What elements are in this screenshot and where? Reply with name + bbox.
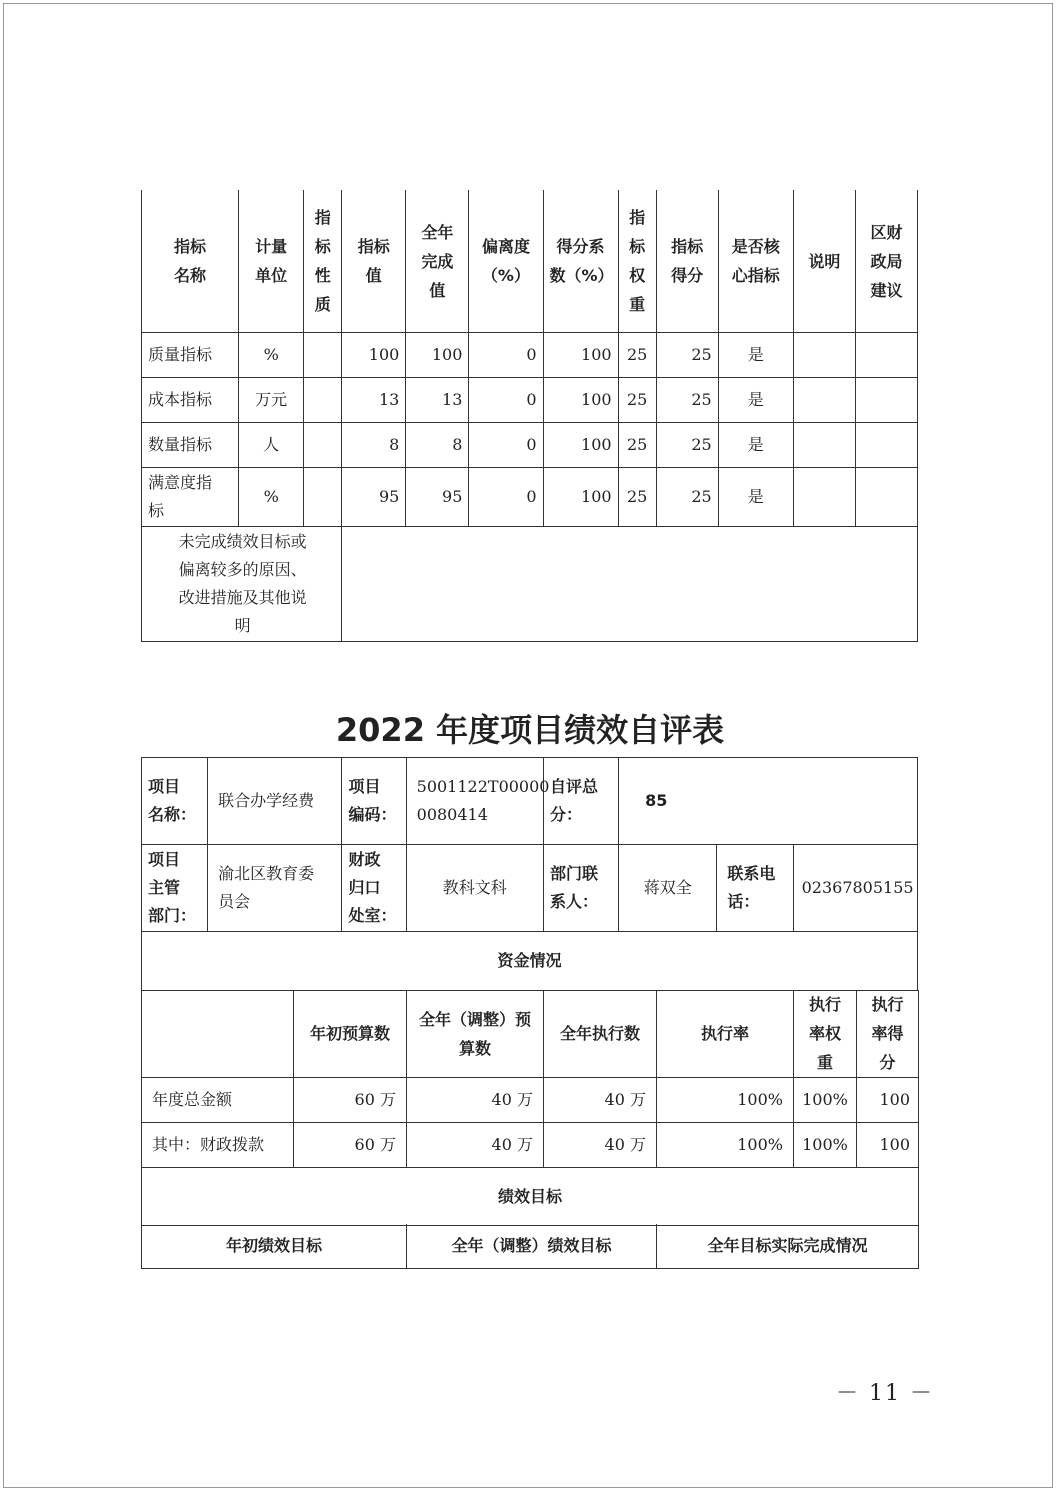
funds-row-label: 年度总金额 [142,1078,294,1123]
dept-label: 项目 主管 部门： [142,845,208,932]
header-cell: 指 标 权 重 [618,190,656,333]
indicator-deviation: 0 [469,378,543,423]
indicator-score: 25 [656,468,718,527]
project-dept-row [142,845,918,932]
page-title: 2022 年度项目绩效自评表 [335,711,725,749]
project-name-value: 联合办学经费 [208,758,342,845]
indicator-advice [855,468,917,527]
indicator-target: 100 [342,333,406,378]
contact-label: 部门联 系人： [543,845,618,932]
self-score-label: 自评总 分： [543,758,618,845]
table-row [142,468,918,527]
funds-executed: 40 万 [544,1123,657,1168]
funds-section-label: 资金情况 [142,932,918,991]
indicator-score: 25 [656,423,718,468]
goals-section-row [142,1168,919,1226]
indicator-note [793,378,855,423]
project-code-value: 5001122T00000 0080414 [406,758,543,845]
note-label: 未完成绩效目标或 偏离较多的原因、 改进措施及其他说 明 [142,527,342,642]
self-score-value: 85 [619,758,918,845]
phone-value: 02367805155 [793,845,917,932]
indicator-name: 满意度指 标 [142,468,239,527]
header-cell: 全年（调整）预 算数 [407,990,544,1078]
office-value: 教科文科 [406,845,543,932]
indicator-actual: 8 [406,423,469,468]
funds-rate: 100% [657,1078,794,1123]
table-row [142,1123,919,1168]
indicator-core: 是 [718,378,793,423]
funds-rate-weight: 100% [794,1123,857,1168]
note-value [342,527,918,642]
header-cell: 全年 完成 值 [406,190,469,333]
funds-row-label: 其中：财政拨款 [142,1123,294,1168]
funds-rate-weight: 100% [794,1078,857,1123]
project-info-row [142,758,918,845]
indicator-nature [304,423,342,468]
indicator-weight: 25 [618,468,656,527]
header-cell: 偏离度 （%） [469,190,543,333]
indicator-score: 25 [656,333,718,378]
indicator-advice [855,378,917,423]
indicator-name: 成本指标 [142,378,239,423]
header-cell: 计量 单位 [239,190,304,333]
indicator-core: 是 [718,423,793,468]
funds-rate-score: 100 [857,1078,919,1123]
header-cell: 执行率 [657,990,794,1078]
indicator-deviation: 0 [469,333,543,378]
table-row [142,378,918,423]
goals-header-row [142,1224,919,1268]
contact-value: 蒋双全 [619,845,717,932]
note-row [142,527,918,642]
indicator-header-row [142,190,918,333]
indicator-unit: 万元 [239,378,304,423]
funds-initial: 60 万 [294,1078,407,1123]
indicator-coef: 100 [543,468,618,527]
dept-value: 渝北区教育委 员会 [208,845,342,932]
funds-section-row [142,932,918,991]
indicator-note [793,333,855,378]
header-cell: 执行 率权 重 [794,990,857,1078]
phone-label: 联系电 话： [717,845,793,932]
funds-adjusted: 40 万 [407,1078,544,1123]
indicator-unit: % [239,468,304,527]
funds-adjusted: 40 万 [407,1123,544,1168]
goals-section-label: 绩效目标 [142,1168,919,1226]
funds-rate: 100% [657,1123,794,1168]
indicator-coef: 100 [543,333,618,378]
indicator-nature [304,333,342,378]
indicator-weight: 25 [618,378,656,423]
table-row [142,1078,919,1123]
indicator-target: 13 [342,378,406,423]
header-cell: 说明 [793,190,855,333]
project-name-label: 项目 名称： [142,758,208,845]
goal-actual-header: 全年目标实际完成情况 [657,1224,919,1268]
header-cell: 得分系 数（%） [543,190,618,333]
indicator-actual: 13 [406,378,469,423]
header-cell: 全年执行数 [544,990,657,1078]
indicator-note [793,468,855,527]
funds-header-row [142,990,919,1078]
header-cell: 年初预算数 [294,990,407,1078]
indicator-advice [855,333,917,378]
indicator-advice [855,423,917,468]
indicator-table [141,190,918,642]
indicator-score: 25 [656,378,718,423]
indicator-note [793,423,855,468]
indicator-core: 是 [718,333,793,378]
indicator-coef: 100 [543,423,618,468]
indicator-nature [304,468,342,527]
indicator-name: 质量指标 [142,333,239,378]
indicator-deviation: 0 [469,468,543,527]
header-cell: 执行 率得 分 [857,990,919,1078]
indicator-core: 是 [718,468,793,527]
indicator-weight: 25 [618,423,656,468]
header-cell: 指标 值 [342,190,406,333]
indicator-target: 8 [342,423,406,468]
indicator-target: 95 [342,468,406,527]
goal-initial-header: 年初绩效目标 [142,1224,407,1268]
header-cell: 指标 名称 [142,190,239,333]
header-cell: 指 标 性 质 [304,190,342,333]
funds-table [141,990,919,1226]
goal-adjusted-header: 全年（调整）绩效目标 [407,1224,657,1268]
indicator-weight: 25 [618,333,656,378]
indicator-actual: 95 [406,468,469,527]
evaluation-table [141,757,918,991]
indicator-coef: 100 [543,378,618,423]
funds-initial: 60 万 [294,1123,407,1168]
indicator-name: 数量指标 [142,423,239,468]
header-cell: 是否核 心指标 [718,190,793,333]
office-label: 财政 归口 处室： [342,845,406,932]
indicator-nature [304,378,342,423]
goals-table [141,1224,919,1269]
indicator-deviation: 0 [469,423,543,468]
indicator-unit: 人 [239,423,304,468]
project-code-label: 项目 编码： [342,758,406,845]
indicator-unit: % [239,333,304,378]
page-number: － 11 － [836,1381,934,1406]
table-row [142,333,918,378]
funds-executed: 40 万 [544,1078,657,1123]
header-cell: 区财 政局 建议 [855,190,917,333]
funds-rate-score: 100 [857,1123,919,1168]
table-row [142,423,918,468]
header-cell: 指标 得分 [656,190,718,333]
indicator-actual: 100 [406,333,469,378]
header-cell [142,990,294,1078]
